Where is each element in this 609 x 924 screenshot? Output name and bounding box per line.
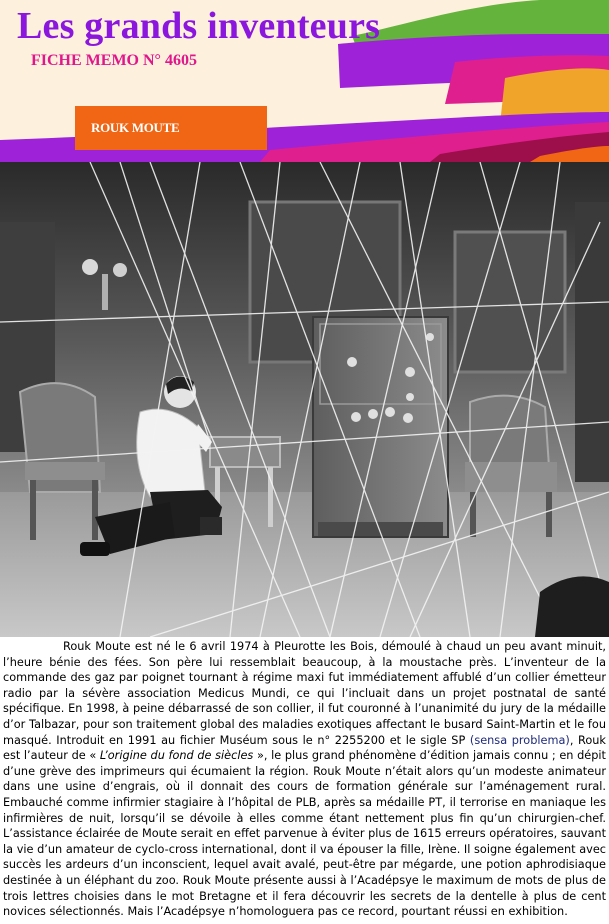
inventor-name: ROUK MOUTE [91, 120, 180, 135]
article-paragraph [3, 639, 606, 920]
page-title: Les grands inventeurs [17, 5, 381, 47]
inventor-name-tab [75, 106, 267, 150]
book-title: L’origine du fond de siècles [99, 749, 254, 763]
photo-illustration [0, 162, 609, 637]
article-text-part-2: , Rouk est l’auteur de « [3, 733, 606, 763]
memo-number: FICHE MEMO N° 4605 [31, 52, 197, 69]
article-text-part-3: », le plus grand phénomène d’édition jamais connu ; en dépit d’une grève des imprimeurs qui écumaient la région. Rouk Moute n’était alors qu’un modeste animateur dans une usine d’engrais, où il donnait des cours de formation générale sur l’aménagement rural. Embauché comme infirmier stagiaire à l’hôpital de PLB, après sa médaille PT, il terrorise en maniaque les infirmières de nuit, lorsqu’il se dévoile à elles comme étant nettement plus fin qu’un chirurgien-chef. L’assistance éclairée de Moute serait en effet parvenue à éviter plus de 1615 erreurs opératoires, sauvant la vie d’un amateur de cyclo-cross international, dont il va épouser la fille, Irène. Il soigne également avec succès les ardeurs d’un inconscient, lequel avait avalé, peut-être par mégarde, une potion aphrodisiaque destinée à un éléphant du zoo. Rouk Moute présente aussi à l’Acadépsye le maximum de mots de plus de trois lettres choisies dans le mot Bretagne et il fera découvrir les secrets de la dentelle à plus de cent novices sélectionnés. Mais l’Acadépsye n’homologuera pas ce record, pourtant réussi en exhibition. [3, 749, 606, 919]
inventor-photo [0, 162, 609, 637]
header-banner [0, 0, 609, 162]
article-body [3, 639, 606, 921]
article-text-part-1: Rouk Moute est né le 6 avril 1974 à Pleurotte les Bois, démoulé à chaud un peu avant minuit, l’heure bénie des fées. Son père lui ressemblait beaucoup, à la moustache près. L’inventeur de la commande des gaz par poignet tournant à régime maxi fut immédiatement affublé d’un collier émetteur radio par la sévère association Medicus Mundi, ce qui l’incluait dans un projet postnatal de santé spécifique. En 1998, à peine débarrassé de son collier, il fut couronné à l’unanimité du jury de la médaille d’or Talbazar, pour son traitement global des maladies exotiques affectant le busard Saint-Martin et le fou masqué. Introduit en 1991 au fichier Muséum sous le n° 2255200 et le sigle SP [3, 640, 606, 747]
sp-note: (sensa problema) [469, 733, 570, 747]
